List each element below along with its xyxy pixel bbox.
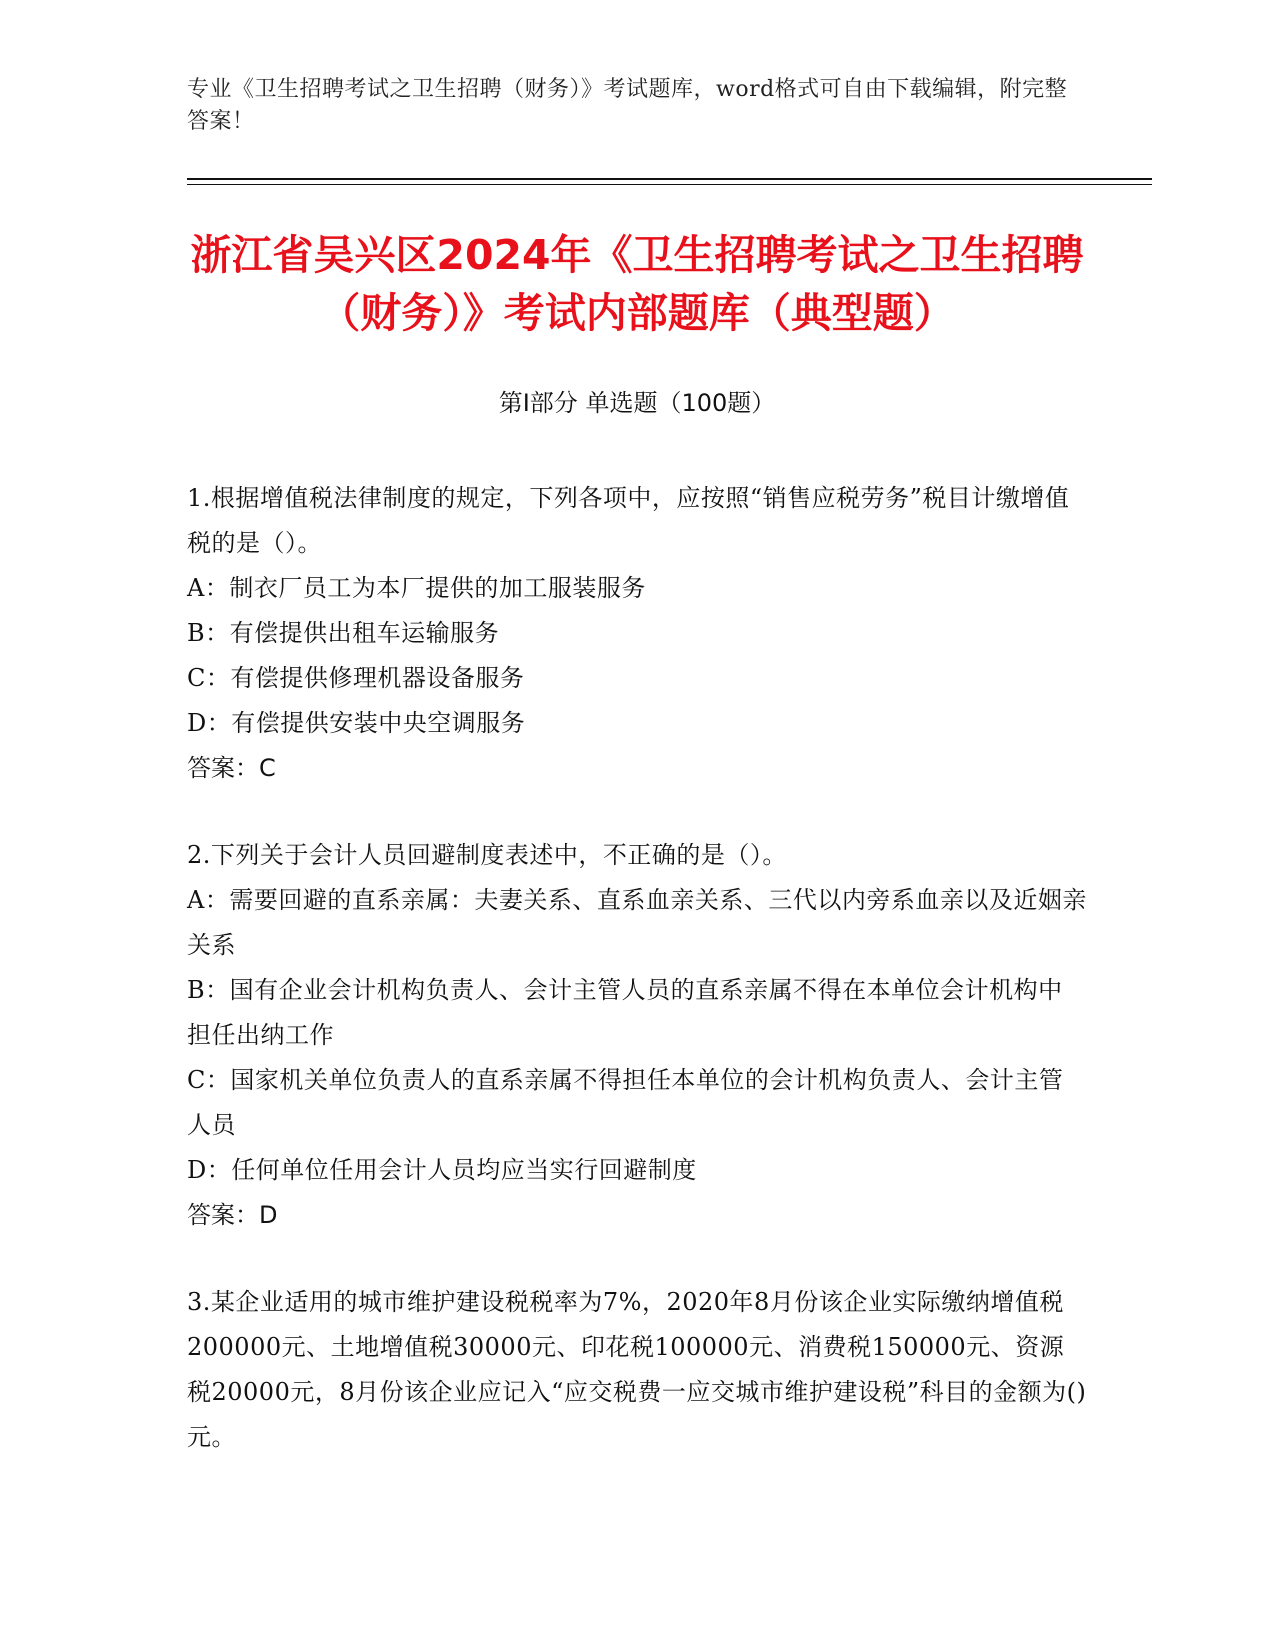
header-rule-thick <box>187 178 1152 180</box>
answer: 答案：D <box>187 1201 278 1229</box>
header-rule-thin <box>187 184 1152 185</box>
question-stem: 1.根据增值税法律制度的规定，下列各项中，应按照“销售应税劳务”税目计缴增值税的是（）。 <box>187 484 1070 557</box>
option-c: C：有偿提供修理机器设备服务 <box>187 664 525 692</box>
option-b: B：国有企业会计机构负责人、会计主管人员的直系亲属不得在本单位会计机构中担任出纳工作 <box>187 976 1063 1049</box>
section-title: 第Ⅰ部分 单选题（100题） <box>498 389 776 417</box>
question-list <box>187 476 1087 1502</box>
question-1 <box>187 476 1087 791</box>
document-title: 浙江省吴兴区2024年《卫生招聘考试之卫生招聘（财务）》考试内部题库（典型题） <box>190 231 1084 337</box>
question-2 <box>187 833 1087 1238</box>
option-d: D：有偿提供安装中央空调服务 <box>187 709 526 737</box>
question-stem: 2.下列关于会计人员回避制度表述中，不正确的是（）。 <box>187 841 787 869</box>
header-note: 专业《卫生招聘考试之卫生招聘（财务）》考试题库，word格式可自由下载编辑，附完整答案！ <box>187 77 1068 134</box>
option-b: B：有偿提供出租车运输服务 <box>187 619 500 647</box>
option-c: C：国家机关单位负责人的直系亲属不得担任本单位的会计机构负责人、会计主管人员 <box>187 1066 1064 1139</box>
option-d: D：任何单位任用会计人员均应当实行回避制度 <box>187 1156 697 1184</box>
option-a: A：制衣厂员工为本厂提供的加工服装服务 <box>187 574 646 602</box>
question-3 <box>187 1280 1087 1460</box>
question-stem: 3.某企业适用的城市维护建设税税率为7%，2020年8月份该企业实际缴纳增值税200000元、土地增值税30000元、印花税100000元、消费税150000元、资源税20000元，8月份该企业应记入“应交税费一应交城市维护建设税”科目的金额为()元。 <box>187 1288 1087 1451</box>
option-a: A：需要回避的直系亲属：夫妻关系、直系血亲关系、三代以内旁系血亲以及近姻亲关系 <box>187 886 1087 959</box>
answer: 答案：C <box>187 754 276 782</box>
